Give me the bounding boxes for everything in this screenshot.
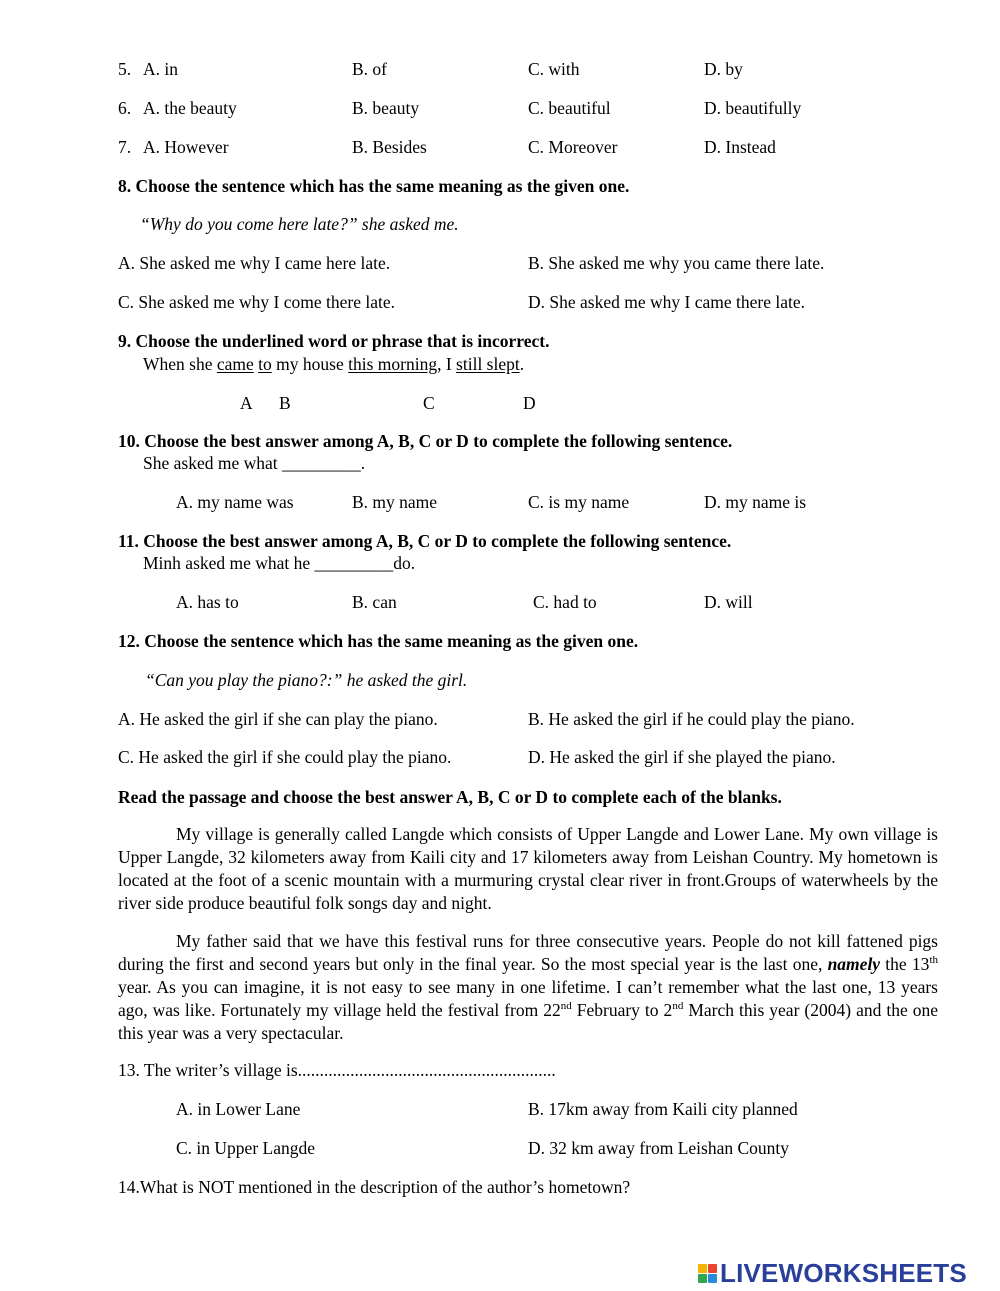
q11-prompt: Minh asked me what he _________do. (143, 553, 416, 573)
q9-label-c: C (423, 393, 435, 413)
q11-heading: 11. Choose the best answer among A, B, C or D to complete the following sentence. (118, 531, 732, 551)
logo-text: LIVEWORKSHEETS (720, 1258, 967, 1288)
q11-option-a[interactable]: A. has to (176, 592, 239, 612)
liveworksheets-logo (698, 1258, 998, 1288)
q10-heading: 10. Choose the best answer among A, B, C or D to complete the following sentence. (118, 431, 733, 451)
logo-square (708, 1274, 717, 1283)
q14-question: 14.What is NOT mentioned in the description of the author’s hometown? (118, 1177, 631, 1197)
q12-heading: 12. Choose the sentence which has the same meaning as the given one. (118, 631, 639, 651)
q9-underline-c[interactable]: this morning (348, 354, 438, 374)
q5-option-b[interactable]: B. of (352, 59, 387, 79)
logo-square (698, 1264, 707, 1273)
q12-option-d[interactable]: D. He asked the girl if she played the piano. (528, 747, 836, 767)
logo-square (708, 1264, 717, 1273)
q7-number: 7. (118, 137, 132, 157)
q8-option-b[interactable]: B. She asked me why you came there late. (528, 253, 825, 273)
q12-prompt: “Can you play the piano?:” he asked the girl. (145, 670, 468, 690)
logo-squares-icon (698, 1264, 717, 1283)
q13-question: 13. The writer’s village is........................................................... (118, 1060, 556, 1080)
q12-option-b[interactable]: B. He asked the girl if he could play the piano. (528, 709, 855, 729)
q10-option-d[interactable]: D. my name is (704, 492, 807, 512)
q9-label-d: D (523, 393, 536, 413)
q9-label-b: B (279, 393, 291, 413)
reading-paragraph-1: My village is generally called Langde which consists of Upper Langde and Lower Lane. My own village is Upper Langde, 32 kilometers away from Kaili city and 17 kilometers away from Leishan Country. My hometown is located at the foot of a scenic mountain with a murmuring crystal clear river in front.Groups of waterwheels by the river side produce beautiful folk songs day and night. (118, 824, 938, 913)
q13-option-b[interactable]: B. 17km away from Kaili city planned (528, 1099, 798, 1119)
q7-option-b[interactable]: B. Besides (352, 137, 427, 157)
q7-option-a[interactable]: A. However (143, 137, 229, 157)
reading-paragraph-2: My father said that we have this festival runs for three consecutive years. People do not kill fattened pigs during the first and second years but only in the final year. So the most special year is the last one, namely the 13th year. As you can imagine, it is not easy to see many in one lifetime. I can’t remember what the last one, 13 years ago, was like. Fortunately my village held the festival from 22nd February to 2nd March this year (2004) and the one this year was a very spectacular. (118, 931, 938, 1043)
q10-option-c[interactable]: C. is my name (528, 492, 630, 512)
q6-option-b[interactable]: B. beauty (352, 98, 420, 118)
q8-prompt: “Why do you come here late?” she asked me. (140, 214, 459, 234)
q8-option-d[interactable]: D. She asked me why I came there late. (528, 292, 805, 312)
q6-option-a[interactable]: A. the beauty (143, 98, 237, 118)
q7-option-d[interactable]: D. Instead (704, 137, 776, 157)
q9-underline-d[interactable]: still slept (456, 354, 520, 374)
q13-option-c[interactable]: C. in Upper Langde (176, 1138, 315, 1158)
q5-option-d[interactable]: D. by (704, 59, 743, 79)
q10-option-b[interactable]: B. my name (352, 492, 438, 512)
q5-option-c[interactable]: C. with (528, 59, 580, 79)
q10-prompt: She asked me what _________. (143, 453, 366, 473)
q8-option-c[interactable]: C. She asked me why I come there late. (118, 292, 395, 312)
q11-option-d[interactable]: D. will (704, 592, 753, 612)
q6-option-c[interactable]: C. beautiful (528, 98, 611, 118)
q8-heading: 8. Choose the sentence which has the same meaning as the given one. (118, 176, 630, 196)
q6-number: 6. (118, 98, 132, 118)
q6-option-d[interactable]: D. beautifully (704, 98, 802, 118)
q5-number: 5. (118, 59, 132, 79)
q5-option-a[interactable]: A. in (143, 59, 178, 79)
q13-option-d[interactable]: D. 32 km away from Leishan County (528, 1138, 789, 1158)
q9-heading: 9. Choose the underlined word or phrase that is incorrect. (118, 331, 550, 351)
q7-option-c[interactable]: C. Moreover (528, 137, 618, 157)
q8-option-a[interactable]: A. She asked me why I came here late. (118, 253, 391, 273)
q13-option-a[interactable]: A. in Lower Lane (176, 1099, 301, 1119)
logo-square (698, 1274, 707, 1283)
q9-label-a: A (240, 393, 253, 413)
q9-sentence: When she came to my house this morning, I still slept. (143, 354, 525, 374)
reading-heading: Read the passage and choose the best answer A, B, C or D to complete each of the blanks. (118, 787, 782, 807)
q9-underline-b[interactable]: to (258, 354, 272, 374)
q11-option-c[interactable]: C. had to (533, 592, 597, 612)
q12-option-a[interactable]: A. He asked the girl if she can play the piano. (118, 709, 438, 729)
q12-option-c[interactable]: C. He asked the girl if she could play the piano. (118, 747, 452, 767)
q11-option-b[interactable]: B. can (352, 592, 397, 612)
q9-underline-a[interactable]: came (216, 354, 254, 374)
q10-option-a[interactable]: A. my name was (176, 492, 294, 512)
